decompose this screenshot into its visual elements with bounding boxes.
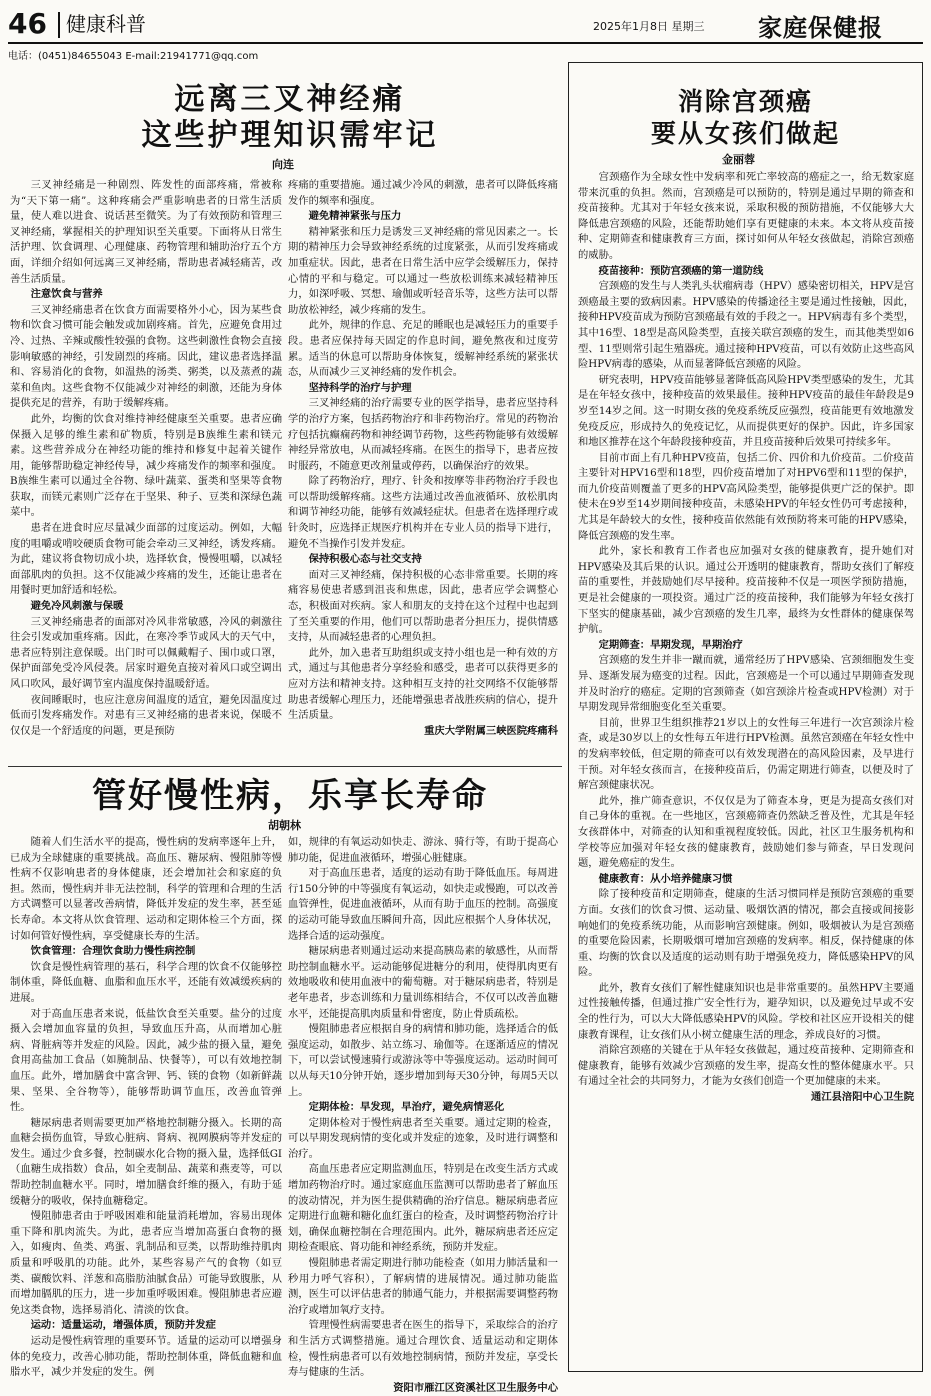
section-heading: 定期体检：早发现，早治疗，避免病情恶化 <box>308 1101 505 1114</box>
section-name: 健康科普 <box>66 12 146 36</box>
paragraph: 高血压患者应定期监测血压，特别是在改变生活方式或增加药物治疗时。通过家庭血压监测可以帮助患者了解血压的波动情况，并为医生提供精确的治疗信息。糖尿病患者应定期进行血糖和糖化血红蛋白的检查，及时调整药物治疗计划，确保血糖控制在合理范围内。此外，糖尿病患者还应定期检查眼底、肾功能和神经系统，预防并发症。 <box>288 1163 558 1254</box>
paragraph: 此外，均衡的饮食对维持神经健康至关重要。患者应确保摄入足够的维生素和矿物质，特别是B族维生素和镁元素。这些营养成分在神经功能的维持和修复中起着关键作用，能够帮助稳定神经传导，减少疼痛发作的频率和强度。B族维生素可以通过全谷物、绿叶蔬菜、蛋类和坚果等食物获取，而镁元素则广泛存在于坚果、种子、豆类和深绿色蔬菜中。 <box>10 412 282 519</box>
paragraph: 此外，加入患者互助组织或支持小组也是一种有效的方式，通过与其他患者分享经验和感受，患者可以获得更多的应对方法和精神支持。这种相互支持的社交网络不仅能够帮助患者缓解心理压力，还能增强患者战胜疾病的信心，提升生活质量。 <box>288 646 558 722</box>
page-number: 46 <box>8 7 47 40</box>
section-heading: 注意饮食与营养 <box>30 288 103 301</box>
section-heading: 避免精神紧张与压力 <box>308 210 402 223</box>
paragraph: 宫颈癌作为全球女性中发病率和死亡率较高的癌症之一，给无数家庭带来沉重的负担。然而，宫颈癌是可以预防的，特别是通过早期的筛查和疫苗接种。尤其对于年轻女孩来说，采取积极的预防措施，不仅能够大大降低患宫颈癌的风险，还能帮助她们享有更健康的未来。本文将从疫苗接种、定期筛查和健康教育三方面，探讨如何从年轻女孩做起，消除宫颈癌的威胁。 <box>578 171 914 261</box>
paragraph: 慢阻肺患者需定期进行肺功能检查（如用力肺活量和一秒用力呼气容积），了解病情的进展情况。通过肺功能监测，医生可以评估患者的肺通气能力，并根据需要调整药物治疗或增加氧疗支持。 <box>288 1257 558 1316</box>
article3-author: 金丽蓉 <box>722 153 755 166</box>
source-credit: 重庆大学附属三峡医院疼痛科 <box>424 724 558 737</box>
source-credit: 资阳市雁江区资溪社区卫生服务中心 <box>393 1381 558 1394</box>
article2-title: 管好慢性病，乐享长寿命 <box>92 776 488 816</box>
paragraph: 管理慢性病需要患者在医生的指导下，采取综合的治疗和生活方式调整措施。通过合理饮食、适量运动和定期体检，慢性病患者可以有效地控制病情，预防并发症，享受长寿与健康的生活。 <box>288 1319 558 1379</box>
paragraph: 三叉神经痛的治疗需要专业的医学指导，患者应坚持科学的治疗方案，包括药物治疗和非药物治疗。常见的药物治疗包括抗癫痫药物和神经调节药物，这些药物能够有效缓解神经异常放电，从而减轻疼痛。在医生的指导下，患者应按时服药，不随意更改剂量或停药，以确保治疗的效果。 <box>288 397 558 472</box>
paragraph: 目前市面上有几种HPV疫苗，包括二价、四价和九价疫苗。二价疫苗主要针对HPV16型和18型，四价疫苗增加了对HPV6型和11型的保护，而九价疫苗则覆盖了更多的HPV高风险类型，能够提供更广泛的保护。即使未在9岁至14岁期间接种疫苗，未感染HPV的年轻女性仍可考虑接种，尤其是年龄较大的女性，接种疫苗依然能有效预防将来可能的HPV感染，降低宫颈癌的发生率。 <box>578 451 914 542</box>
article1-title-line2: 这些护理知识需牢记 <box>141 118 439 153</box>
section-heading: 健康教育：从小培养健康习惯 <box>598 872 733 885</box>
paragraph: 宫颈癌的发生与人类乳头状瘤病毒（HPV）感染密切相关，HPV是宫颈癌最主要的致病因素。HPV感染的传播途径主要是通过性接触，因此，接种HPV疫苗成为预防宫颈癌最有效的手段之一。HPV病毒有多个类型，其中16型、18型是高风险类型，直接关联宫颈癌的发生，而其他类型如6型、11型则常引起生殖器疣。通过接种HPV疫苗，可以有效防止这些高风险HPV病毒的感染，从而显著降低宫颈癌的风险。 <box>578 280 914 371</box>
section-heading: 疫苗接种：预防宫颈癌的第一道防线 <box>598 264 764 277</box>
paragraph: 宫颈癌的发生并非一蹴而就，通常经历了HPV感染、宫颈细胞发生变异、逐渐发展为癌变的过程。因此，宫颈癌是一个可以通过早期筛查发现并及时治疗的癌症。定期的宫颈筛查（如宫颈涂片检查或HPV检测）对于早期发现异常细胞变化至关重要。 <box>578 654 914 714</box>
article1-column1 <box>10 178 282 760</box>
paragraph: 慢阻肺患者由于呼吸困难和能量消耗增加，容易出现体重下降和肌肉流失。为此，患者应当增加高蛋白食物的摄入，如瘦肉、鱼类、鸡蛋、乳制品和豆类，以帮助维持肌肉质量和呼吸肌的功能。此外，某些容易产气的食物（如豆类、碳酸饮料、洋葱和高脂肪油腻食品）可能导致腹胀，从而增加膈肌的压力，进一步加重呼吸困难。慢阻肺患者应避免这类食物，选择易消化、清淡的饮食。 <box>10 1210 282 1316</box>
article1-column2 <box>288 178 558 760</box>
paragraph: 除了接种疫苗和定期筛查，健康的生活习惯同样是预防宫颈癌的重要方面。女孩们的饮食习惯、运动量、吸烟饮酒的情况，都会直接或间接影响她们的免疫系统功能，从而影响宫颈健康。例如，吸烟被认为是宫颈癌的重要危险因素，长期吸烟可增加宫颈癌的发病率。相反，保持健康的体重、均衡的饮食以及适度的运动则有助于增强免疫力，降低感染HPV的风险。 <box>578 888 914 979</box>
paragraph: 对于高血压患者来说，低盐饮食至关重要。盐分的过度摄入会增加血容量的负担，导致血压升高，从而增加心脏病、肾脏病等并发症的风险。因此，减少盐的摄入量，避免食用高盐加工食品（如腌制品、快餐等），可以有效地控制血压。此外，增加膳食中富含钾、钙、镁的食物（如新鲜蔬果、坚果、全谷物等），能够帮助调节血压，改善血管弹性。 <box>10 1007 282 1114</box>
section-heading: 保持积极心态与社交支持 <box>308 553 422 566</box>
article3-title-line1: 消除宫颈癌 <box>677 87 813 116</box>
paragraph: 糖尿病患者则通过运动来提高胰岛素的敏感性，从而帮助控制血糖水平。运动能够促进糖分的利用，使得肌肉更有效地吸收和使用血液中的葡萄糖。对于糖尿病患者，特别是老年患者，步态训练和力量训练相结合，不仅可以改善血糖水平，还能提高肌肉质量和骨密度，防止骨质疏松。 <box>288 945 558 1020</box>
paragraph: 除了药物治疗，理疗、针灸和按摩等非药物治疗手段也可以帮助缓解疼痛。这些方法通过改善血液循环、放松肌肉和调节神经功能，能够有效减轻症状。但患者在选择理疗或针灸时，应选择正规医疗机构并在专业人员的指导下进行，避免不当操作引发并发症。 <box>288 475 558 550</box>
header-divider <box>58 12 60 38</box>
section-heading: 避免冷风刺激与保暖 <box>30 600 124 613</box>
paragraph: 随着人们生活水平的提高，慢性病的发病率逐年上升，已成为全球健康的重要挑战。高血压、糖尿病、慢阻肺等慢性病不仅影响患者的身体健康，还会增加社会和家庭的负担。然而，慢性病并非无法控制，科学的管理和合理的生活方式调整可以显著改善病情，降低并发症的发生率，甚至延长寿命。本文将从饮食管理、运动和定期体检三个方面，探讨如何管好慢性病，享受健康长寿的生活。 <box>10 836 282 942</box>
article1-title-line1: 远离三叉神经痛 <box>174 82 406 117</box>
page-header <box>8 6 923 44</box>
article2-column2 <box>288 835 558 1394</box>
paragraph: 研究表明，HPV疫苗能够显著降低高风险HPV类型感染的发生，尤其是在年轻女孩中，接种疫苗的效果最佳。接种HPV疫苗的最佳年龄段是9岁至14岁之间。这一时期女孩的免疫系统反应强烈，疫苗能更有效地激发免疫反应，形成持久的免疫记忆，从而提供更好的保护。因此，许多国家和地区推荐在这个年龄段接种疫苗，并且疫苗接种后效果可持续多年。 <box>578 373 914 449</box>
paragraph: 对于高血压患者，适度的运动有助于降低血压。每周进行150分钟的中等强度有氧运动，如快走或慢跑，可以改善血管弹性，促进血液循环，从而有助于血压的控制。高强度的运动可能导致血压瞬间升高，因此应根据个人身体状况，选择合适的运动强度。 <box>288 867 558 942</box>
paragraph: 此外，家长和教育工作者也应加强对女孩的健康教育，提升她们对HPV感染及其后果的认识。通过公开透明的健康教育，帮助女孩们了解疫苗的重要性，并鼓励她们尽早接种。疫苗接种不仅是一项医学预防措施，更是社会健康的一项投资。通过广泛的疫苗接种，我们能够为年轻女孩打下坚实的健康基础，减少宫颈癌的发生几率，最终为女性群体的健康保驾护航。 <box>578 545 914 636</box>
article2-author: 胡朝林 <box>268 819 301 832</box>
section-heading: 饮食管理：合理饮食助力慢性病控制 <box>30 945 196 958</box>
paragraph: 患者在进食时应尽量减少面部的过度运动。例如，大幅度的咀嚼或啃咬硬质食物可能会牵动三叉神经，诱发疼痛。为此，建议将食物切成小块，选择软食，慢慢咀嚼，以减轻面部肌肉的负担。这不仅能减少疼痛的发生，还能让患者在用餐时更加舒适和轻松。 <box>10 522 282 597</box>
paragraph: 面对三叉神经痛，保持积极的心态非常重要。长期的疼痛容易使患者感到沮丧和焦虑，因此，患者应学会调整心态，积极面对疾病。家人和朋友的支持在这个过程中也起到了至关重要的作用，他们可以帮助患者分担压力，提供情感支持，从而减轻患者的心理负担。 <box>288 568 558 644</box>
newspaper-brand: 家庭保健报 <box>758 13 883 42</box>
paragraph: 三叉神经痛患者在饮食方面需要格外小心，因为某些食物和饮食习惯可能会触发或加剧疼痛。首先，应避免食用过冷、过热、辛辣或酸性较强的食物。这些刺激性食物会直接影响敏感的神经，引发剧烈的疼痛。因此，建议患者选择温和、容易消化的食物，如温热的汤类、粥类，以及蒸煮的蔬菜和鱼肉。这些食物不仅能减少对神经的刺激，还能为身体提供充足的营养，有助于缓解疼痛。 <box>10 303 282 410</box>
paragraph: 此外，规律的作息、充足的睡眠也是减轻压力的重要手段。患者应保持每天固定的作息时间，避免熬夜和过度劳累。适当的休息可以帮助身体恢复，缓解神经系统的紧张状态，从而减少三叉神经痛的发作机会。 <box>288 319 558 379</box>
paragraph: 三叉神经痛是一种剧烈、阵发性的面部疼痛，常被称为“天下第一痛”。这种疼痛会严重影响患者的日常生活质量，使人难以进食、说话甚至微笑。为了有效预防和管理三叉神经痛，掌握相关的护理知识至关重要。下面将从日常生活护理、饮食调理、心理健康、药物管理和辅助治疗五个方面，详细介绍如何远离三叉神经痛，帮助患者减轻痛苦，改善生活质量。 <box>10 179 282 285</box>
article3-title-line2: 要从女孩们做起 <box>650 119 840 148</box>
paragraph: 运动是慢性病管理的重要环节。适量的运动可以增强身体的免疫力，改善心肺功能，帮助控制体重，降低血糖和血脂水平，减少并发症的发生。例 <box>10 1335 282 1379</box>
section-heading: 定期筛查：早期发现，早期治疗 <box>598 638 743 651</box>
paragraph: 目前，世界卫生组织推荐21岁以上的女性每三年进行一次宫颈涂片检查，或是30岁以上的女性每五年进行HPV检测。虽然宫颈癌在年轻女性中的发病率较低，但定期的筛查可以有效发现潜在的高风险因素，及早进行干预。对年轻女孩而言，在接种疫苗后，仍需定期进行筛查，以便及时了解宫颈健康状况。 <box>578 716 914 792</box>
paragraph: 定期体检对于慢性病患者至关重要。通过定期的检查，可以早期发现病情的变化或并发症的迹象，及时进行调整和治疗。 <box>288 1116 558 1160</box>
paragraph: 如，规律的有氧运动如快走、游泳、骑行等，有助于提高心肺功能，促进血液循环，增强心脏健康。 <box>288 836 558 864</box>
paragraph: 此外，教育女孩们了解性健康知识也是非常重要的。虽然HPV主要通过性接触传播，但通过推广安全性行为，避孕知识，以及避免过早或不安全的性行为，可以大大降低感染HPV的风险。学校和社区应开设相关的健康教育课程，让女孩们从小树立健康生活的理念，养成良好的习惯。 <box>578 981 914 1041</box>
article1-author: 向连 <box>272 158 294 171</box>
paragraph: 精神紧张和压力是诱发三叉神经痛的常见因素之一。长期的精神压力会导致神经系统的过度紧张，从而引发疼痛或加重症状。因此，患者在日常生活中应学会缓解压力，保持心情的平和与稳定。可以通过一些放松训练来减轻精神压力，如深呼吸、冥想、瑜伽或听轻音乐等，这些方法可以帮助放松神经，减少疼痛的发生。 <box>288 225 558 316</box>
paragraph: 饮食是慢性病管理的基石，科学合理的饮食不仅能够控制体重，降低血糖、血脂和血压水平，还能有效减缓疾病的进展。 <box>10 960 282 1004</box>
section-heading: 运动：适量运动，增强体质，预防并发症 <box>30 1319 216 1332</box>
paragraph: 慢阻肺患者应根据自身的病情和肺功能，选择适合的低强度运动，如散步、站立练习、瑜伽等。在逐渐适应的情况下，可以尝试慢速骑行或游泳等中等强度运动。运动时间可以从每天10分钟开始，逐步增加到每天30分钟，每周5天以上。 <box>288 1023 558 1098</box>
issue-date: 2025年1月8日 星期三 <box>593 20 705 33</box>
article3-body <box>578 170 914 1366</box>
article2-column1 <box>10 835 282 1379</box>
contact-line: 电话：(0451)84655043 E-mail:21941771@qq.com <box>8 51 259 62</box>
paragraph: 疼痛的重要措施。通过减少冷风的刺激，患者可以降低疼痛发作的频率和强度。 <box>288 179 558 207</box>
paragraph: 糖尿病患者则需要更加严格地控制糖分摄入。长期的高血糖会损伤血管，导致心脏病、肾病、视网膜病等并发症的发生。通过少食多餐，控制碳水化合物的摄入量，选择低GI（血糖生成指数）食品，如全麦制品、蔬菜和燕麦等，可以帮助控制血糖水平。同时，增加膳食纤维的摄入，有助于延缓糖分的吸收，保持血糖稳定。 <box>10 1116 282 1207</box>
source-credit: 通江县涪阳中心卫生院 <box>811 1091 914 1104</box>
article-divider <box>8 766 562 767</box>
section-heading: 坚持科学的治疗与护理 <box>308 381 412 394</box>
paragraph: 三叉神经痛患者的面部对冷风非常敏感，冷风的刺激往往会引发或加重疼痛。因此，在寒冷季节或风大的天气中，患者应特别注意保暖。出门时可以佩戴帽子、围巾或口罩，保护面部免受冷风侵袭。居家时避免直接对着风口或空调出风口吹风，最好调节室内温度保持温暖舒适。 <box>10 615 282 690</box>
paragraph: 此外，推广筛查意识，不仅仅是为了筛查本身，更是为提高女孩们对自己身体的重视。在一些地区，宫颈癌筛查仍然缺乏普及性，尤其是年轻女孩群体中，对筛查的认知和重视程度较低。因此，社区卫生服务机构和学校等应加强对年轻女孩的健康教育，鼓励她们参与筛查，早日发现问题，避免癌症的发生。 <box>578 794 914 870</box>
paragraph: 夜间睡眠时，也应注意房间温度的适宜，避免因温度过低而引发疼痛发作。对患有三叉神经痛的患者来说，保暖不仅仅是一个舒适度的问题，更是预防 <box>10 693 282 737</box>
paragraph: 消除宫颈癌的关键在于从年轻女孩做起，通过疫苗接种、定期筛查和健康教育，能够有效减少宫颈癌的发生率，提高女性的整体健康水平。只有通过全社会的共同努力，才能为女孩们创造一个更加健康的未来。 <box>578 1044 914 1088</box>
